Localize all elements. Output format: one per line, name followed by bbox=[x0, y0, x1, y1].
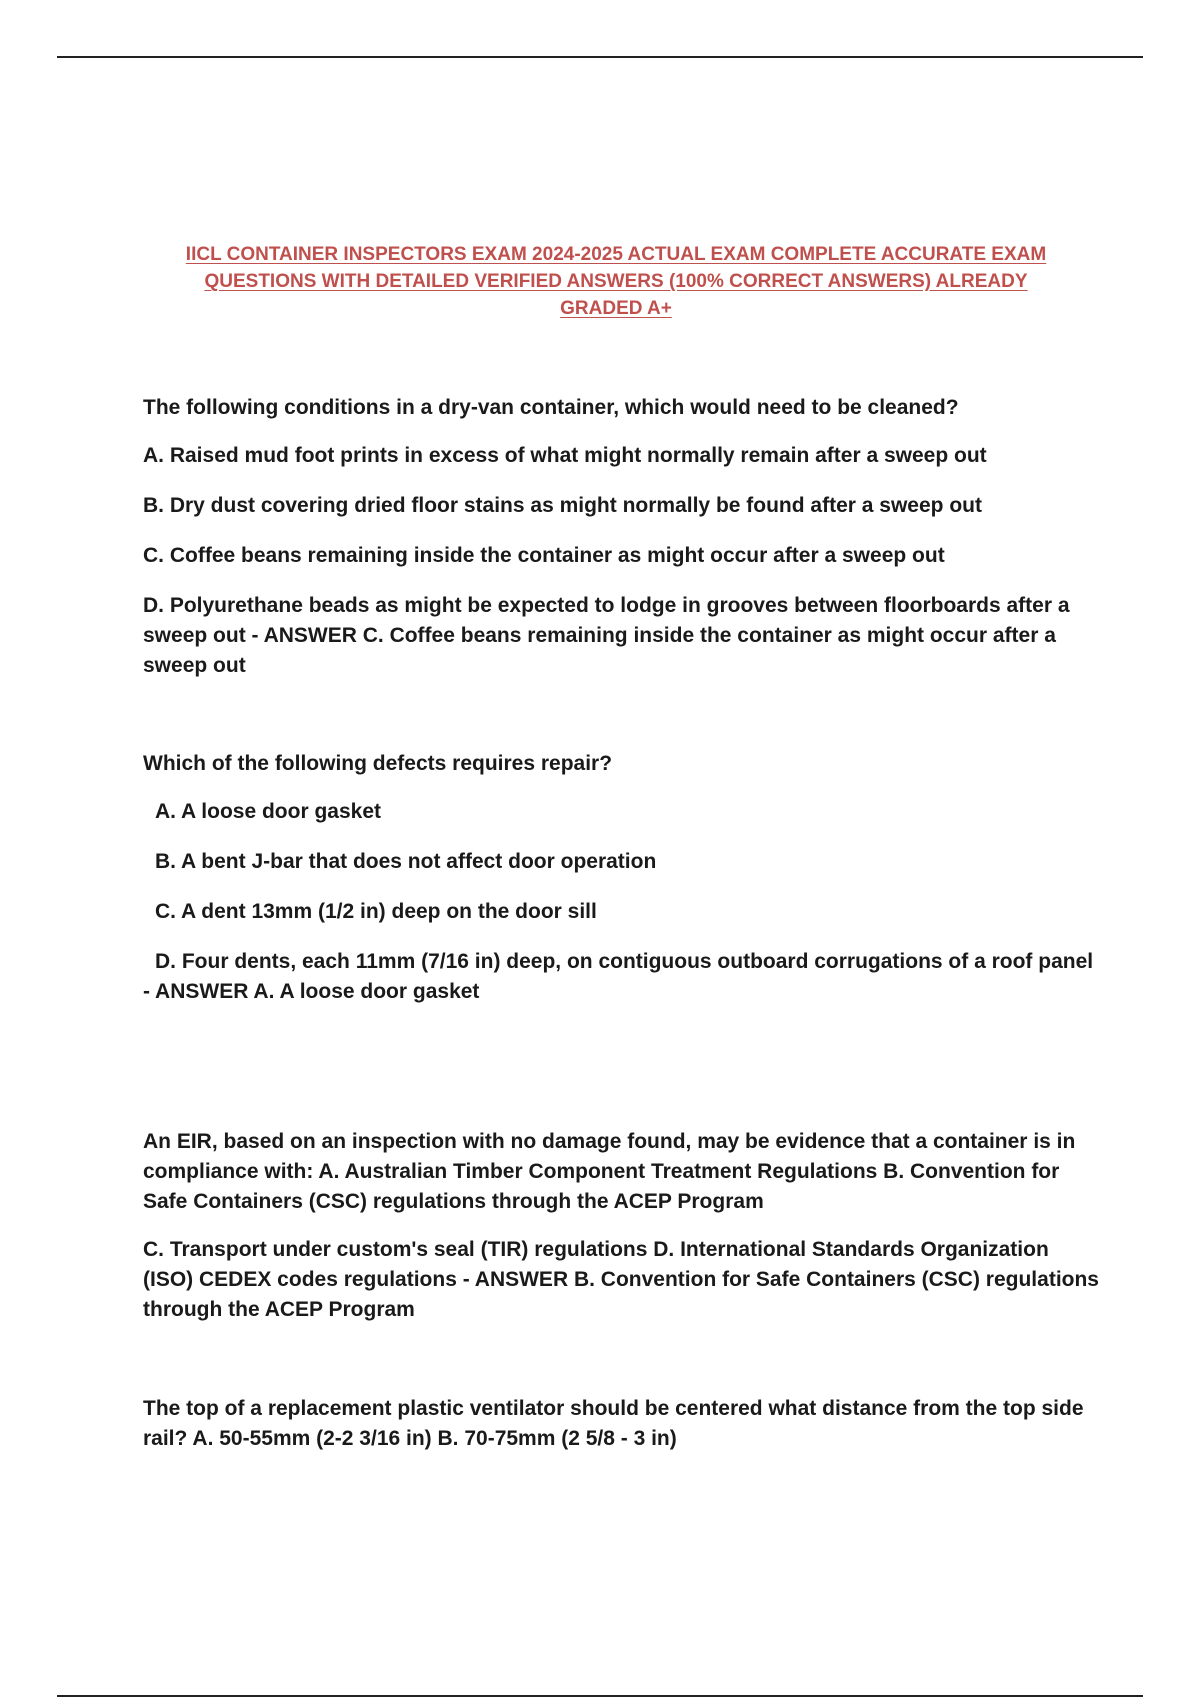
bottom-rule bbox=[57, 1695, 1143, 1697]
question-4 bbox=[143, 1394, 1103, 1454]
title-line-1: IICL CONTAINER INSPECTORS EXAM 2024-2025 ACTUAL EXAM COMPLETE ACCURATE EXAM bbox=[185, 244, 1047, 265]
question-2-stem: Which of the following defects requires repair? bbox=[143, 752, 613, 775]
title-line-2: QUESTIONS WITH DETAILED VERIFIED ANSWERS (100% CORRECT ANSWERS) ALREADY bbox=[204, 271, 1028, 292]
title-line-3: GRADED A+ bbox=[560, 298, 672, 319]
document-title bbox=[140, 241, 1092, 322]
question-2-option-a: A. A loose door gasket bbox=[155, 800, 381, 823]
question-1-option-c: C. Coffee beans remaining inside the container as might occur after a sweep out bbox=[143, 544, 945, 567]
top-rule bbox=[57, 56, 1143, 58]
question-1-option-b: B. Dry dust covering dried floor stains as might normally be found after a sweep out bbox=[143, 494, 982, 517]
question-4-stem: The top of a replacement plastic ventilator should be centered what distance from the top side rail? A. 50-55mm (2-2 3/16 in) B. 70-75mm (2 5/8 - 3 in) bbox=[143, 1397, 1084, 1450]
question-3-options-answer: C. Transport under custom's seal (TIR) regulations D. International Standards Organization (ISO) CEDEX codes regulations - ANSWER B. Convention for Safe Containers (CSC) regulations through the ACEP Program bbox=[143, 1238, 1099, 1321]
question-2-option-c: C. A dent 13mm (1/2 in) deep on the door sill bbox=[155, 900, 597, 923]
question-1-option-d-answer: D. Polyurethane beads as might be expected to lodge in grooves between floorboards after a sweep out - ANSWER C. Coffee beans remaining inside the container as might occur after a sweep out bbox=[143, 594, 1070, 677]
question-2-option-b: B. A bent J-bar that does not affect door operation bbox=[155, 850, 657, 873]
question-1-stem: The following conditions in a dry-van container, which would need to be cleaned? bbox=[143, 396, 959, 419]
question-2 bbox=[143, 749, 1103, 1007]
question-3 bbox=[143, 1127, 1103, 1325]
question-2-option-d-answer: D. Four dents, each 11mm (7/16 in) deep, on contiguous outboard corrugations of a roof panel - ANSWER A. A loose door gasket bbox=[143, 950, 1094, 1003]
question-1-option-a: A. Raised mud foot prints in excess of what might normally remain after a sweep out bbox=[143, 444, 987, 467]
question-3-stem: An EIR, based on an inspection with no damage found, may be evidence that a container is in compliance with: A. Australian Timber Component Treatment Regulations B. Convention for Safe Containers (CSC) regulations through the ACEP Program bbox=[143, 1130, 1076, 1213]
question-1 bbox=[143, 393, 1103, 681]
